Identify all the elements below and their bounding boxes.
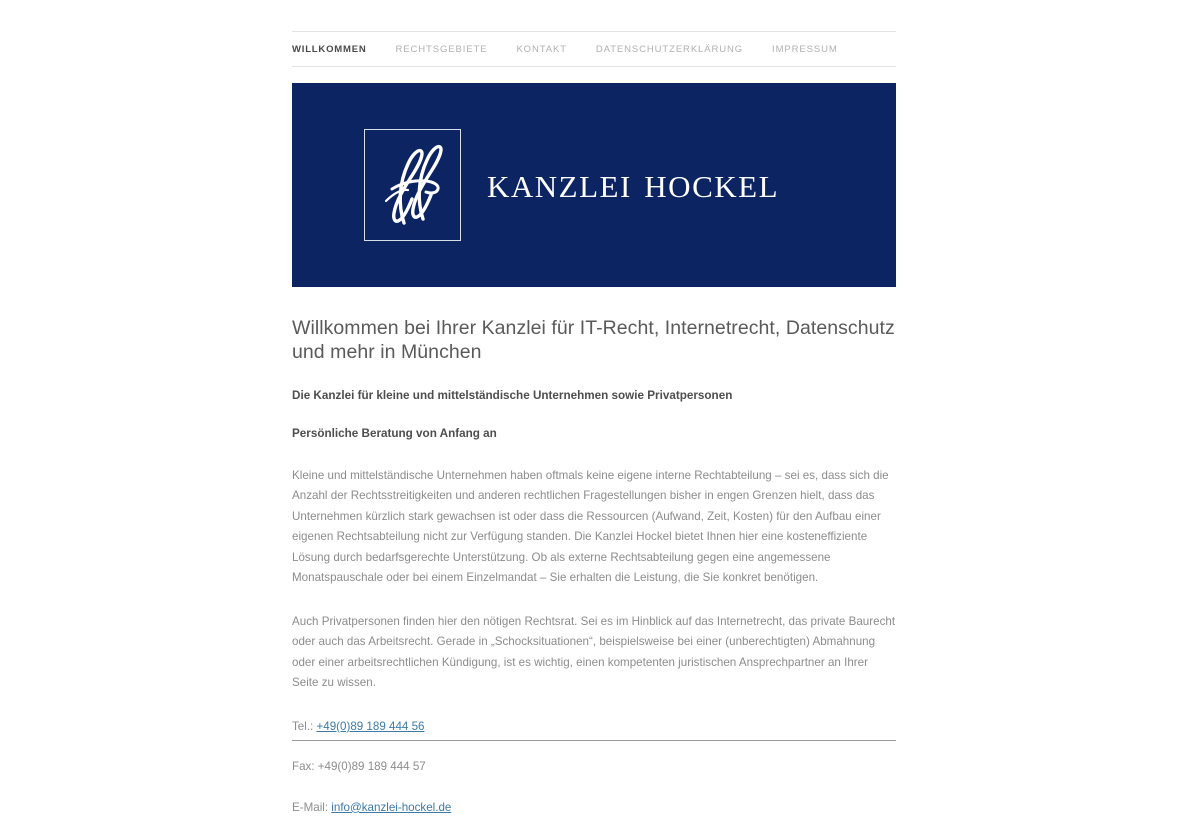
fax-line: Fax: +49(0)89 189 444 57: [292, 760, 426, 774]
banner-logo-group: [364, 83, 779, 287]
paragraph-2-block: [292, 612, 896, 694]
email-line: [292, 798, 896, 818]
telephone-block: [292, 717, 896, 738]
page-title: Willkommen bei Ihrer Kanzlei für IT-Recht, Internetrecht, Datenschutz und mehr in München: [292, 317, 895, 364]
paragraph-1-block: [292, 466, 896, 589]
site-banner: [292, 83, 896, 287]
body-paragraph-1: Kleine und mittelständische Unternehmen haben oftmals keine eigene interne Rechtabteilung – sei es, dass sich die Anzahl der Rechtsstreitigkeiten und anderen rechtlichen Fragestellungen bisher in engen Grenzen hielt, dass das Unternehmen kürzlich stark gewachsen ist oder dass die Ressourcen (Aufwand, Zeit, Kosten) für den Aufbau einer eigenen Rechtsabteilung nicht zur Verfügung standen. Die Kanzlei Hockel bietet Ihnen hier eine kosteneffiziente Lösung durch bedarfsgerechte Unterstützung. Ob als externe Rechtsabteilung gegen eine angemessene Monatspauschale oder bei einem Einzelmandat – Sie erhalten die Leistung, die Sie konkret benötigen.: [292, 468, 889, 585]
email-link[interactable]: info@kanzlei-hockel.de: [331, 800, 452, 814]
nav-item-kontakt[interactable]: KONTAKT: [516, 43, 567, 55]
email-block: [292, 798, 896, 818]
script-h-monogram-icon: [364, 129, 461, 241]
content-container: [292, 0, 896, 818]
nav-item-datenschutzerklaerung[interactable]: DATENSCHUTZERKLÄRUNG: [595, 43, 744, 55]
subheading-2-block: [292, 426, 896, 442]
telephone-link[interactable]: +49(0)89 189 444 56: [316, 719, 425, 733]
brand-wordmark: kanzlei hockel: [487, 158, 780, 207]
body-paragraph-2: Auch Privatpersonen finden hier den nötigen Rechtsrat. Sei es im Hinblick auf das Internetrecht, das private Baurecht oder auch das Arbeitsrecht. Gerade in „Schocksituationen“, beispielsweise bei einer (unberechtigten) Abmahnung oder einer arbeitsrechtlichen Kündigung, ist es wichtig, einen kompetenten juristischen Ansprechpartner an Ihrer Seite zu wissen.: [292, 614, 896, 690]
main-navigation: [292, 31, 896, 67]
subheading-1: Die Kanzlei für kleine und mittelständische Unternehmen sowie Privatpersonen: [292, 388, 733, 402]
fax-block: [292, 757, 896, 778]
subheading-2: Persönliche Beratung von Anfang an: [292, 427, 497, 441]
telephone-label: Tel.:: [292, 719, 317, 733]
subheading-1-block: [292, 388, 896, 404]
nav-item-willkommen[interactable]: WILLKOMMEN: [292, 43, 367, 55]
nav-item-rechtsgebiete[interactable]: RECHTSGEBIETE: [395, 43, 488, 55]
email-label: E-Mail:: [292, 800, 332, 814]
footer-divider: [292, 740, 896, 741]
main-content: [292, 316, 896, 818]
telephone-line: [292, 717, 896, 738]
nav-item-impressum[interactable]: IMPRESSUM: [772, 43, 838, 55]
